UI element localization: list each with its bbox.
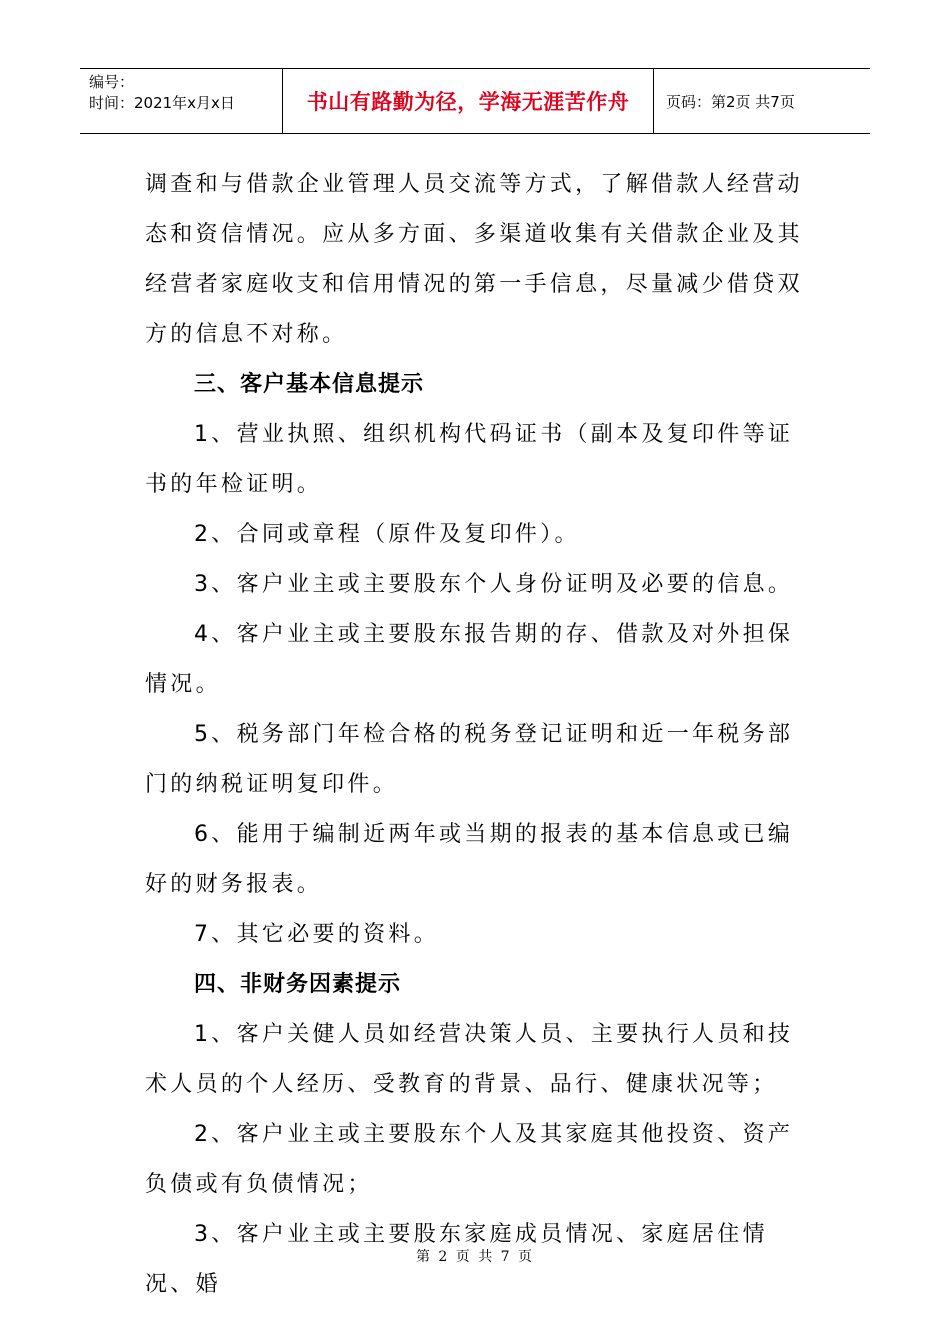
list-item: 3、客户业主或主要股东个人身份证明及必要的信息。 (194, 572, 794, 597)
list-item: 5、税务部门年检合格的税务登记证明和近一年税务部门的纳税证明复印件。 (145, 722, 794, 797)
paragraph-continued: 调查和与借款企业管理人员交流等方式，了解借款人经营动态和资信情况。应从多方面、多渠道收集有关借款企业及其经营者家庭收支和信用情况的第一手信息，尽量减少借贷双方的信息不对称。 (145, 172, 803, 347)
document-date: 时间：2021年x月x日 (89, 94, 235, 112)
header-motto: 书山有路勤为径，学海无涯苦作舟 (283, 69, 654, 133)
list-item: 2、客户业主或主要股东个人及其家庭其他投资、资产负债或有负债情况； (145, 1122, 794, 1197)
page-header (80, 68, 870, 134)
list-item: 1、客户关健人员如经营决策人员、主要执行人员和技术人员的个人经历、受教育的背景、品行、健康状况等； (145, 1022, 794, 1097)
header-page-info: 页码：第2页 共7页 (666, 92, 795, 111)
section-heading-3: 三、客户基本信息提示 (194, 372, 425, 397)
list-item: 2、合同或章程（原件及复印件）。 (194, 522, 580, 547)
document-number-label: 编号： (89, 73, 135, 91)
list-item: 6、能用于编制近两年或当期的报表的基本信息或已编好的财务报表。 (145, 822, 794, 897)
list-item: 7、其它必要的资料。 (194, 922, 439, 947)
page-footer: 第 2 页 共 7 页 (415, 1249, 535, 1265)
list-item: 4、客户业主或主要股东报告期的存、借款及对外担保情况。 (145, 622, 794, 697)
section-heading-4: 四、非财务因素提示 (194, 972, 402, 997)
header-meta (80, 69, 283, 133)
list-item: 3、客户业主或主要股东家庭成员情况、家庭居住情况、婚 (145, 1222, 768, 1297)
list-item: 1、营业执照、组织机构代码证书（副本及复印件等证书的年检证明。 (145, 422, 794, 497)
document-body (145, 160, 810, 1310)
